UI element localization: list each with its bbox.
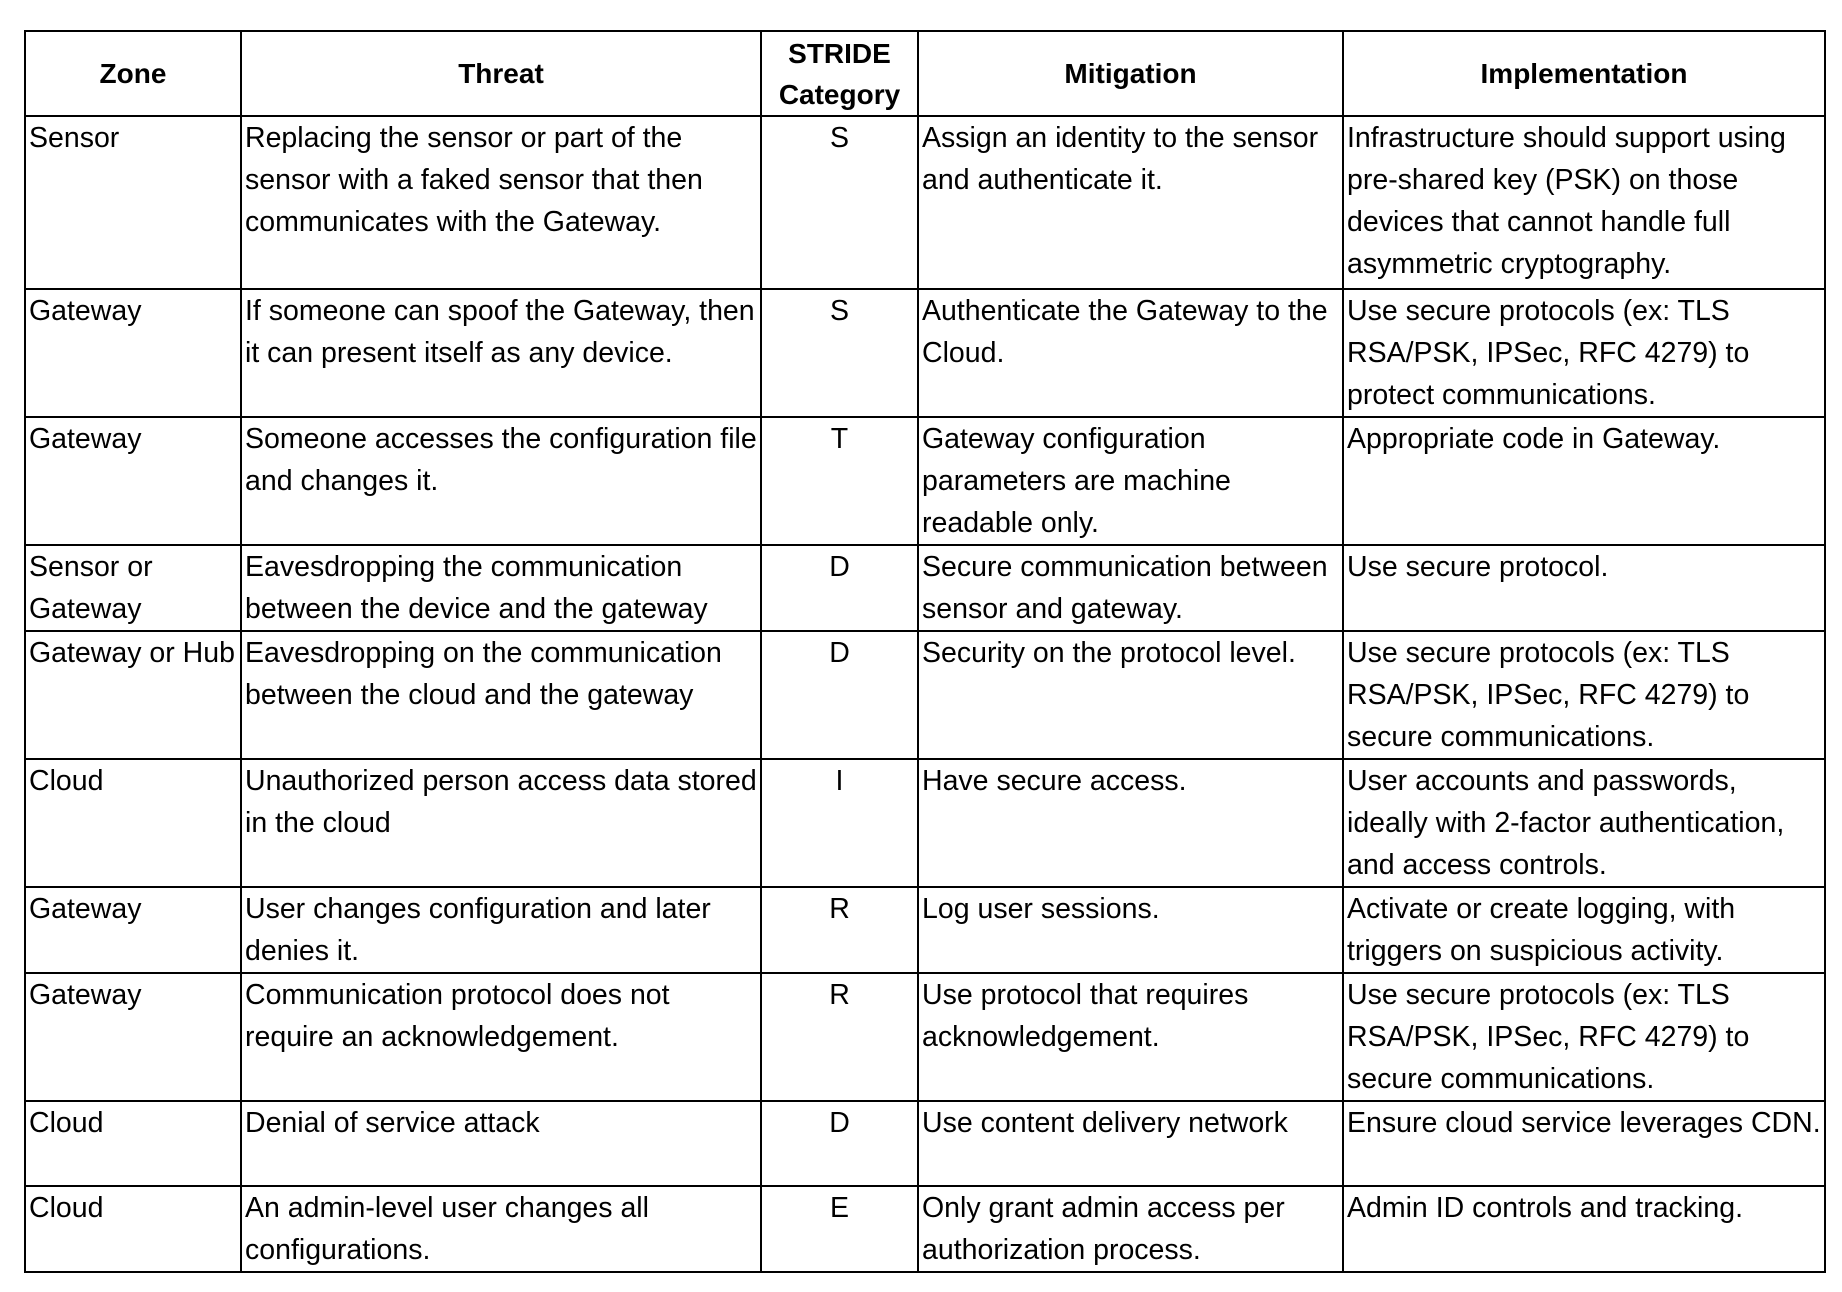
header-implementation: Implementation [1343,31,1825,116]
cell-zone: Gateway [25,289,241,417]
cell-zone: Gateway or Hub [25,631,241,759]
cell-implementation: Use secure protocols (ex: TLS RSA/PSK, IPSec, RFC 4279) to secure communications. [1343,631,1825,759]
cell-mitigation: Secure communication between sensor and gateway. [918,545,1343,631]
header-threat: Threat [241,31,761,116]
cell-zone: Gateway [25,973,241,1101]
table-row [25,973,1825,1101]
cell-zone: Gateway [25,417,241,545]
table-row [25,1101,1825,1186]
cell-mitigation: Authenticate the Gateway to the Cloud. [918,289,1343,417]
table-header [25,31,1825,116]
cell-implementation: Activate or create logging, with triggers on suspicious activity. [1343,887,1825,973]
cell-implementation: Infrastructure should support using pre-shared key (PSK) on those devices that cannot handle full asymmetric cryptography. [1343,116,1825,289]
cell-zone: Cloud [25,1186,241,1272]
cell-threat: Replacing the sensor or part of the sensor with a faked sensor that then communicates with the Gateway. [241,116,761,289]
table-row [25,545,1825,631]
cell-threat: Eavesdropping the communication between the device and the gateway [241,545,761,631]
cell-threat: Denial of service attack [241,1101,761,1186]
cell-zone: Gateway [25,887,241,973]
table-row [25,417,1825,545]
cell-mitigation: Security on the protocol level. [918,631,1343,759]
cell-mitigation: Use content delivery network [918,1101,1343,1186]
cell-threat: Unauthorized person access data stored in the cloud [241,759,761,887]
cell-implementation: Ensure cloud service leverages CDN. [1343,1101,1825,1186]
cell-implementation: Use secure protocol. [1343,545,1825,631]
table-row [25,289,1825,417]
cell-mitigation: Gateway configuration parameters are machine readable only. [918,417,1343,545]
cell-implementation: User accounts and passwords, ideally with 2-factor authentication, and access controls. [1343,759,1825,887]
cell-zone: Cloud [25,1101,241,1186]
cell-stride: R [761,887,918,973]
cell-threat: Eavesdropping on the communication between the cloud and the gateway [241,631,761,759]
cell-stride: D [761,1101,918,1186]
cell-stride: I [761,759,918,887]
cell-threat: User changes configuration and later denies it. [241,887,761,973]
cell-zone: Sensor [25,116,241,289]
cell-threat: Someone accesses the configuration file and changes it. [241,417,761,545]
header-mitigation: Mitigation [918,31,1343,116]
table-row [25,631,1825,759]
cell-stride: R [761,973,918,1101]
table-row [25,116,1825,289]
cell-stride: T [761,417,918,545]
header-row [25,31,1825,116]
cell-stride: D [761,631,918,759]
cell-threat: An admin-level user changes all configurations. [241,1186,761,1272]
cell-implementation: Appropriate code in Gateway. [1343,417,1825,545]
cell-zone: Sensor or Gateway [25,545,241,631]
cell-mitigation: Log user sessions. [918,887,1343,973]
cell-stride: S [761,289,918,417]
header-zone: Zone [25,31,241,116]
cell-mitigation: Use protocol that requires acknowledgement. [918,973,1343,1101]
cell-threat: If someone can spoof the Gateway, then it can present itself as any device. [241,289,761,417]
cell-mitigation: Assign an identity to the sensor and authenticate it. [918,116,1343,289]
table-body [25,116,1825,1272]
cell-stride: S [761,116,918,289]
cell-implementation: Use secure protocols (ex: TLS RSA/PSK, IPSec, RFC 4279) to protect communications. [1343,289,1825,417]
cell-stride: E [761,1186,918,1272]
threat-model-table [24,30,1826,1273]
table-row [25,887,1825,973]
cell-implementation: Admin ID controls and tracking. [1343,1186,1825,1272]
cell-mitigation: Have secure access. [918,759,1343,887]
cell-implementation: Use secure protocols (ex: TLS RSA/PSK, IPSec, RFC 4279) to secure communications. [1343,973,1825,1101]
cell-stride: D [761,545,918,631]
table-row [25,759,1825,887]
cell-mitigation: Only grant admin access per authorization process. [918,1186,1343,1272]
cell-threat: Communication protocol does not require an acknowledgement. [241,973,761,1101]
cell-zone: Cloud [25,759,241,887]
table-row [25,1186,1825,1272]
header-stride-category: STRIDE Category [761,31,918,116]
